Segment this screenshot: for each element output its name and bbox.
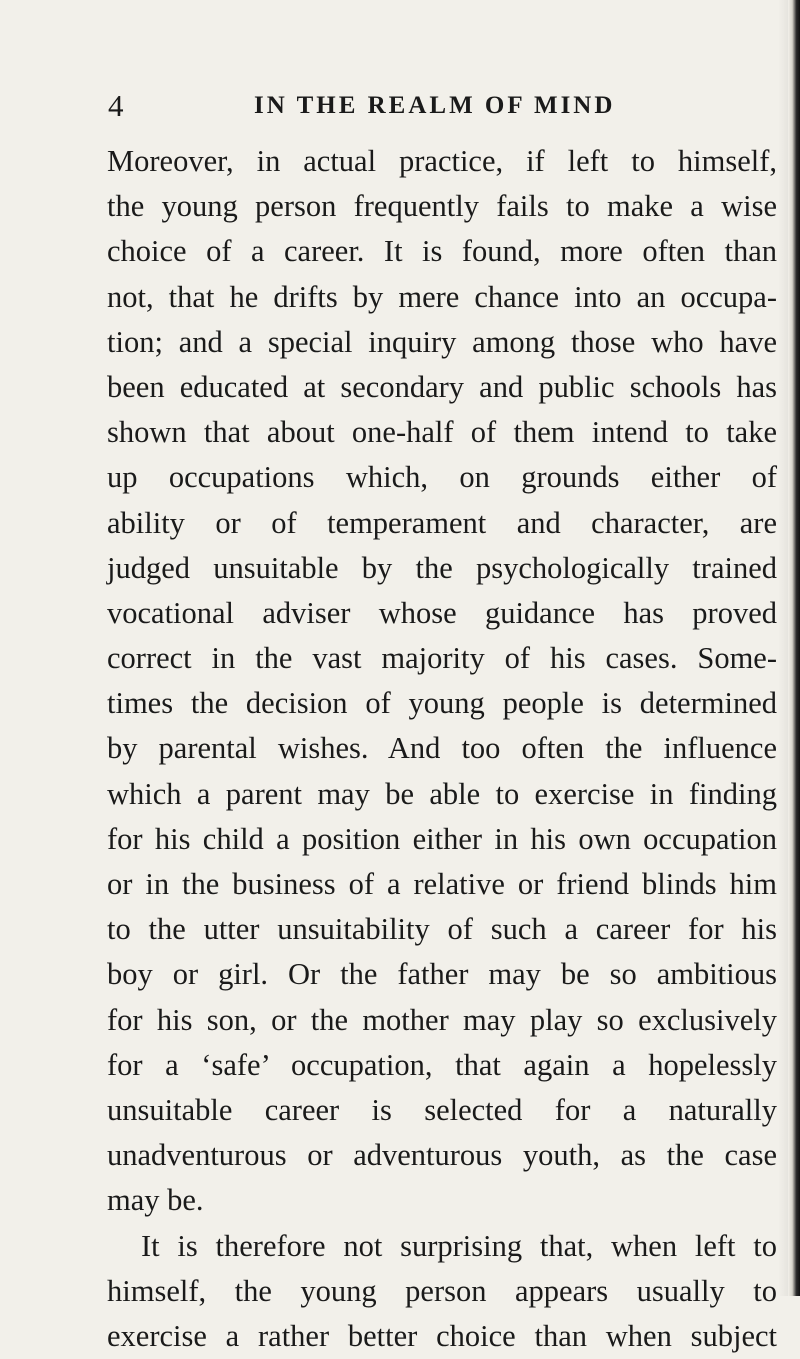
text-line: Moreover, in actual practice, if left to himself, (107, 144, 777, 178)
text-line: shown that about one-half of them intend to take (107, 415, 777, 450)
text-line: boy or girl. Or the father may be so ambitious (107, 957, 777, 992)
body-text (107, 139, 777, 1359)
text-line: times the decision of young people is determined (107, 686, 777, 721)
text-line: or in the business of a relative or friend blinds him (107, 867, 777, 901)
text-line: unsuitable career is selected for a naturally (107, 1092, 777, 1127)
text-line: vocational adviser whose guidance has proved (107, 595, 777, 630)
text-line: exercise a rather better choice than when subject (107, 1318, 777, 1353)
text-line: which a parent may be able to exercise in finding (107, 776, 777, 811)
text-line: himself, the young person appears usually to (107, 1273, 777, 1308)
text-line: up occupations which, on grounds either of (107, 460, 777, 495)
page-gutter-shadow (778, 0, 788, 1296)
running-head-title: IN THE REALM OF MIND (254, 92, 616, 119)
text-line: to the utter unsuitability of such a career for his (107, 912, 777, 947)
text-line: been educated at secondary and public schools has (107, 369, 777, 404)
page-number: 4 (108, 88, 124, 123)
text-line: tion; and a special inquiry among those who have (107, 324, 777, 359)
text-line: for his son, or the mother may play so exclusively (107, 1002, 777, 1037)
text-line: ability or of temperament and character, are (107, 505, 777, 540)
text-line: by parental wishes. And too often the influence (107, 731, 777, 766)
text-line: choice of a career. It is found, more often than (107, 234, 777, 269)
text-line: judged unsuitable by the psychologically trained (107, 550, 777, 585)
page-edge (788, 0, 800, 1296)
text-line: unadventurous or adventurous youth, as the case (107, 1138, 777, 1173)
text-line: not, that he drifts by mere chance into an occupa- (107, 279, 777, 314)
running-head (92, 86, 782, 126)
text-line: for his child a position either in his own occupation (107, 821, 777, 856)
text-line: It is therefore not surprising that, when left to (141, 1228, 777, 1263)
text-line: the young person frequently fails to make a wise (107, 189, 777, 224)
text-line: for a ‘safe’ occupation, that again a hopelessly (107, 1047, 777, 1082)
text-line: may be. (107, 1183, 204, 1218)
text-line: correct in the vast majority of his cases. Some- (107, 641, 777, 676)
